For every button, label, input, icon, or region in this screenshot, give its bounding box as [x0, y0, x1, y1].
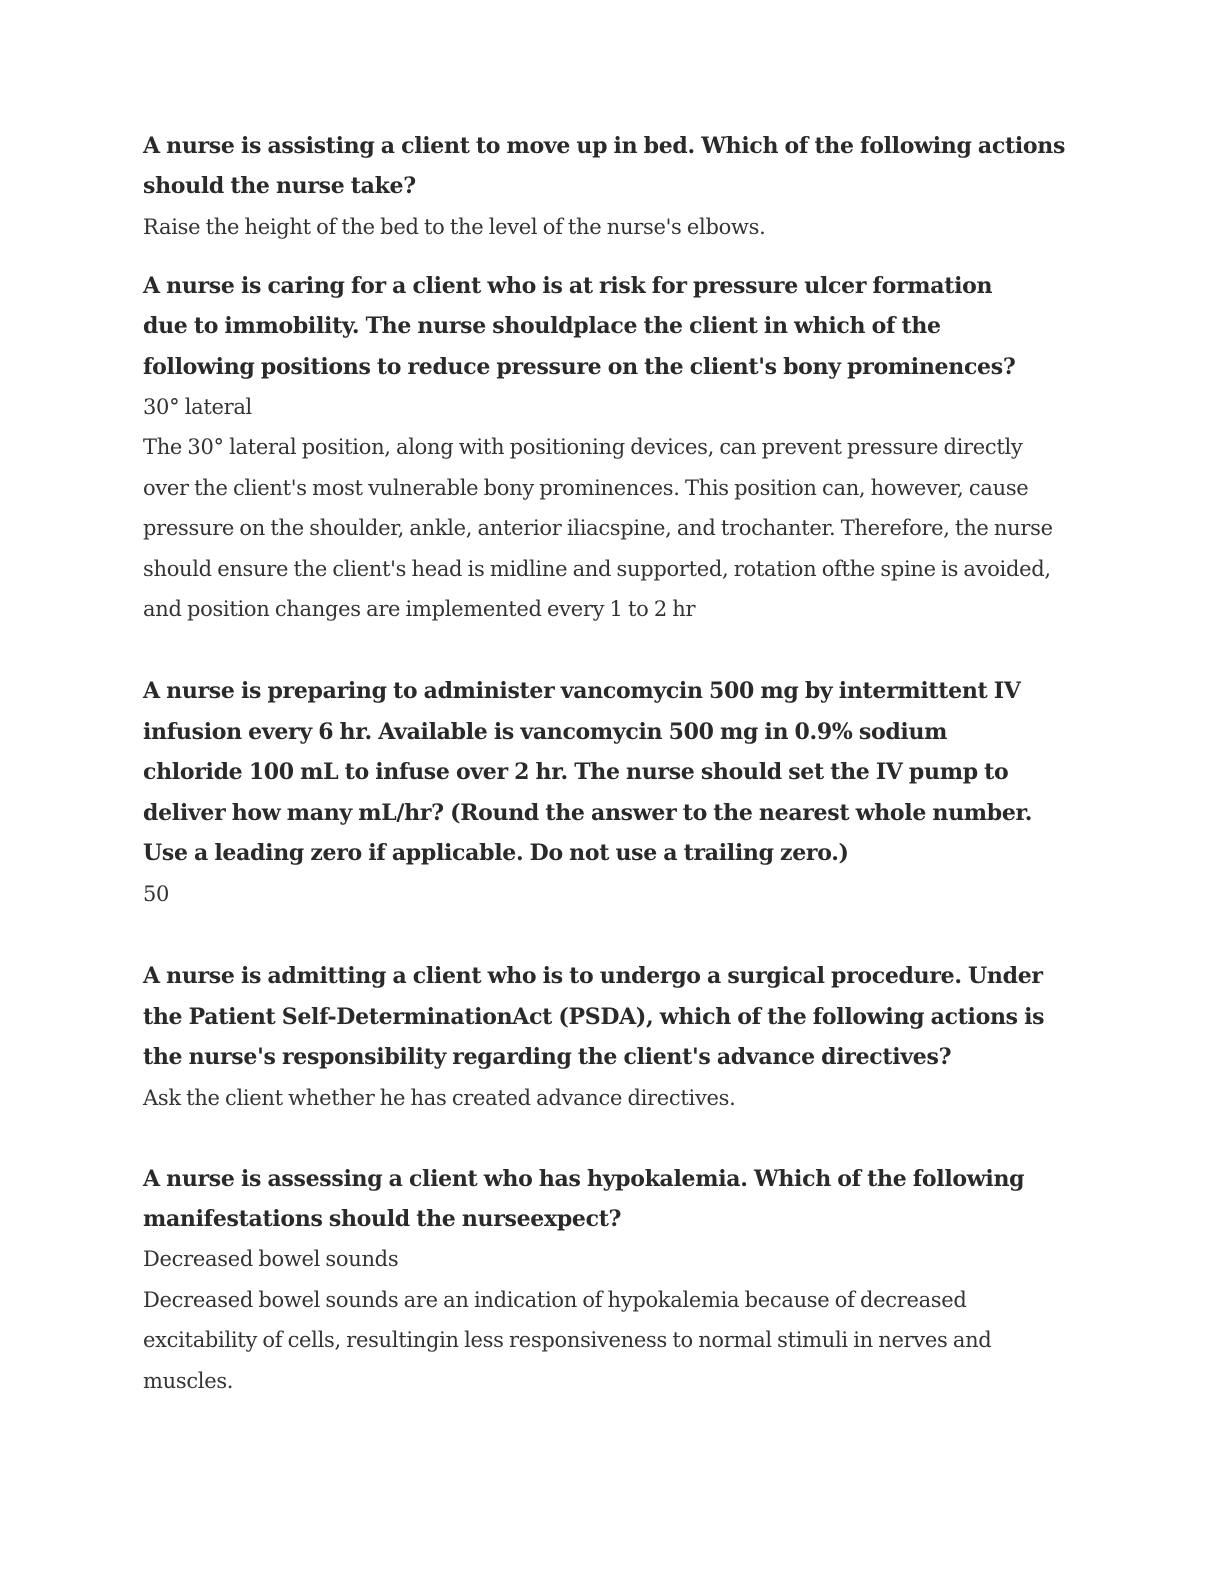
answer-text: excitability of cells, resultingin less responsiveness to normal stimuli in nerves and	[143, 1328, 992, 1352]
question-text: A nurse is admitting a client who is to undergo a surgical procedure. Under	[143, 963, 1043, 989]
answer-text: The 30° lateral position, along with positioning devices, can prevent pressure directly	[143, 435, 1023, 459]
answer-text: Raise the height of the bed to the level of the nurse's elbows.	[143, 215, 766, 239]
answer-text: over the client's most vulnerable bony prominences. This position can, however, cause	[143, 476, 1029, 500]
question-text: due to immobility. The nurse shouldplace the client in which of the	[143, 313, 941, 339]
question-text: A nurse is caring for a client who is at risk for pressure ulcer formation	[143, 273, 993, 299]
answer-text: and position changes are implemented every 1 to 2 hr	[143, 597, 696, 621]
question-text: the nurse's responsibility regarding the client's advance directives?	[143, 1044, 952, 1070]
question-text: Use a leading zero if applicable. Do not use a trailing zero.)	[143, 840, 849, 866]
question-text: deliver how many mL/hr? (Round the answer to the nearest whole number.	[143, 800, 1033, 826]
question-text: the Patient Self-DeterminationAct (PSDA), which of the following actions is	[143, 1004, 1045, 1030]
answer-text: 30° lateral	[143, 395, 252, 419]
question-text: A nurse is assessing a client who has hypokalemia. Which of the following	[143, 1166, 1025, 1192]
answer-text: 50	[143, 882, 170, 906]
answer-text: Decreased bowel sounds are an indication of hypokalemia because of decreased	[143, 1288, 967, 1312]
question-text: A nurse is preparing to administer vancomycin 500 mg by intermittent IV	[143, 678, 1021, 704]
answer-text: muscles.	[143, 1369, 234, 1393]
question-text: A nurse is assisting a client to move up in bed. Which of the following actions	[143, 133, 1066, 159]
answer-text: Ask the client whether he has created advance directives.	[143, 1086, 736, 1110]
answer-text: should ensure the client's head is midline and supported, rotation ofthe spine is avoided,	[143, 557, 1051, 581]
answer-text: Decreased bowel sounds	[143, 1247, 399, 1271]
question-text: infusion every 6 hr. Available is vancomycin 500 mg in 0.9% sodium	[143, 719, 948, 745]
question-text: manifestations should the nurseexpect?	[143, 1206, 622, 1232]
question-text: chloride 100 mL to infuse over 2 hr. The nurse should set the IV pump to	[143, 759, 1009, 785]
answer-text: pressure on the shoulder, ankle, anterior iliacspine, and trochanter. Therefore, the nurse	[143, 516, 1053, 540]
question-text: should the nurse take?	[143, 173, 416, 199]
question-text: following positions to reduce pressure on the client's bony prominences?	[143, 354, 1016, 380]
